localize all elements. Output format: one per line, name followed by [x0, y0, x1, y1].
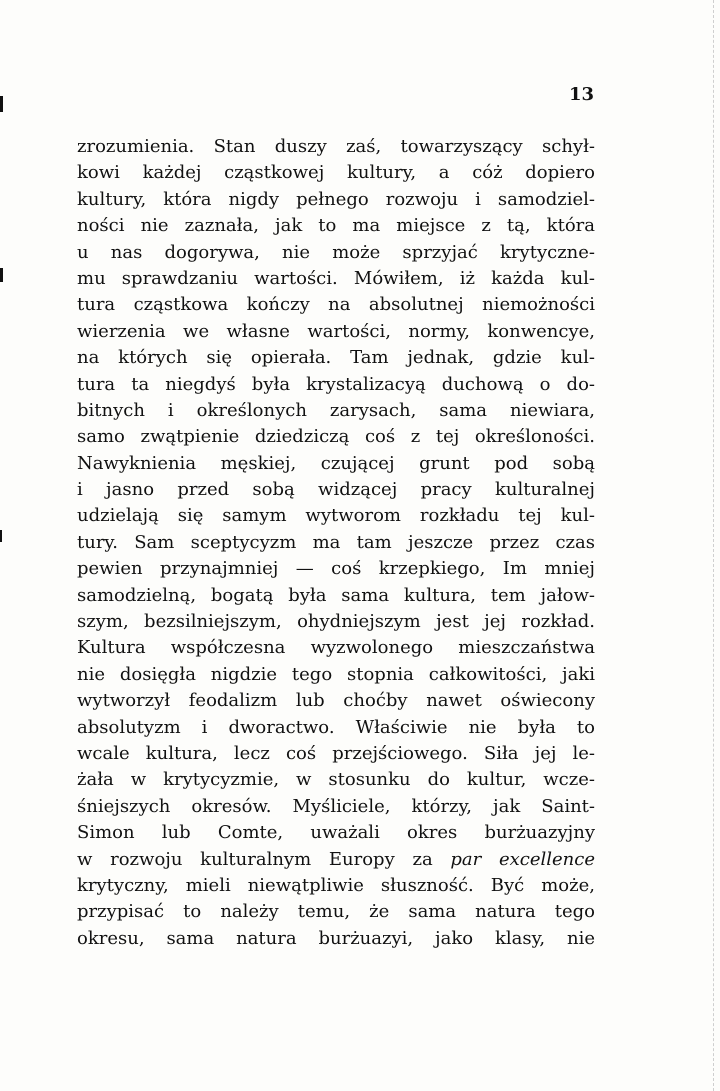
text-line: [77, 847, 595, 873]
text-line: krytyczny, mieli niewątpliwie słuszność. Być może,: [77, 874, 595, 896]
text-line: samodzielną, bogatą była sama kultura, tem jałow-: [77, 584, 595, 606]
body-text: [77, 134, 595, 952]
text-line: szym, bezsilniejszym, ohydniejszym jest jej rozkład.: [77, 611, 595, 633]
text-line: na których się opierała. Tam jednak, gdzie kul-: [77, 347, 595, 369]
text-line: wcale kultura, lecz coś przejściowego. Siła jej le-: [77, 742, 595, 764]
text-line: pewien przynajmniej — coś krzepkiego, Im mniej: [77, 558, 595, 580]
text-line: u nas dogorywa, nie może sprzyjać krytyczne-: [77, 241, 595, 263]
text-line: kultury, która nigdy pełnego rozwoju i samodziel-: [77, 188, 595, 210]
text-line: udzielają się samym wytworom rozkładu tej kul-: [77, 505, 595, 527]
text-line: tura ta niegdyś była krystalizacyą duchową o do-: [77, 373, 595, 395]
text-line-start: w rozwoju kulturalnym Europy za: [77, 848, 433, 870]
text-line: śniejszych okresów. Myśliciele, którzy, jak Saint-: [77, 795, 595, 817]
page-number: 13: [568, 84, 594, 105]
text-line: ności nie zaznała, jak to ma miejsce z tą, która: [77, 215, 595, 237]
margin-mark: [0, 96, 3, 112]
text-line: tury. Sam sceptycyzm ma tam jeszcze przez czas: [77, 531, 595, 553]
text-line: tura cząstkowa kończy na absolutnej niemożności: [77, 294, 595, 316]
text-line: żała w krytycyzmie, w stosunku do kultur, wcze-: [77, 769, 595, 791]
margin-mark: [0, 530, 2, 542]
text-line: przypisać to należy temu, że sama natura tego: [77, 901, 595, 923]
text-line: zrozumienia. Stan duszy zaś, towarzyszący schył-: [77, 136, 595, 157]
text-line: bitnych i określonych zarysach, sama niewiara,: [77, 399, 595, 421]
page-edge: [712, 0, 714, 1091]
margin-mark: [0, 268, 3, 282]
text-line: i jasno przed sobą widzącej pracy kulturalnej: [77, 479, 595, 501]
text-line: mu sprawdzaniu wartości. Mówiłem, iż każda kul-: [77, 267, 595, 289]
text-line: samo zwątpienie dziedziczą coś z tej określoności.: [77, 426, 595, 448]
text-line: Kultura współczesna wyzwolonego mieszczaństwa: [77, 637, 595, 659]
text-line: Nawyknienia męskiej, czującej grunt pod sobą: [77, 452, 595, 474]
italic-phrase: par excellence: [450, 848, 595, 870]
text-line: kowi każdej cząstkowej kultury, a cóż dopiero: [77, 162, 595, 184]
text-line: nie dosięgła nigdzie tego stopnia całkowitości, jaki: [77, 663, 595, 685]
text-line: Simon lub Comte, uważali okres burżuazyjny: [77, 822, 595, 844]
text-line: absolutyzm i dworactwo. Właściwie nie była to: [77, 716, 595, 738]
text-line: wytworzył feodalizm lub choćby nawet oświecony: [77, 690, 595, 712]
text-line: wierzenia we własne wartości, normy, konwencye,: [77, 320, 595, 342]
text-line: okresu, sama natura burżuazyi, jako klasy, nie: [77, 927, 595, 949]
